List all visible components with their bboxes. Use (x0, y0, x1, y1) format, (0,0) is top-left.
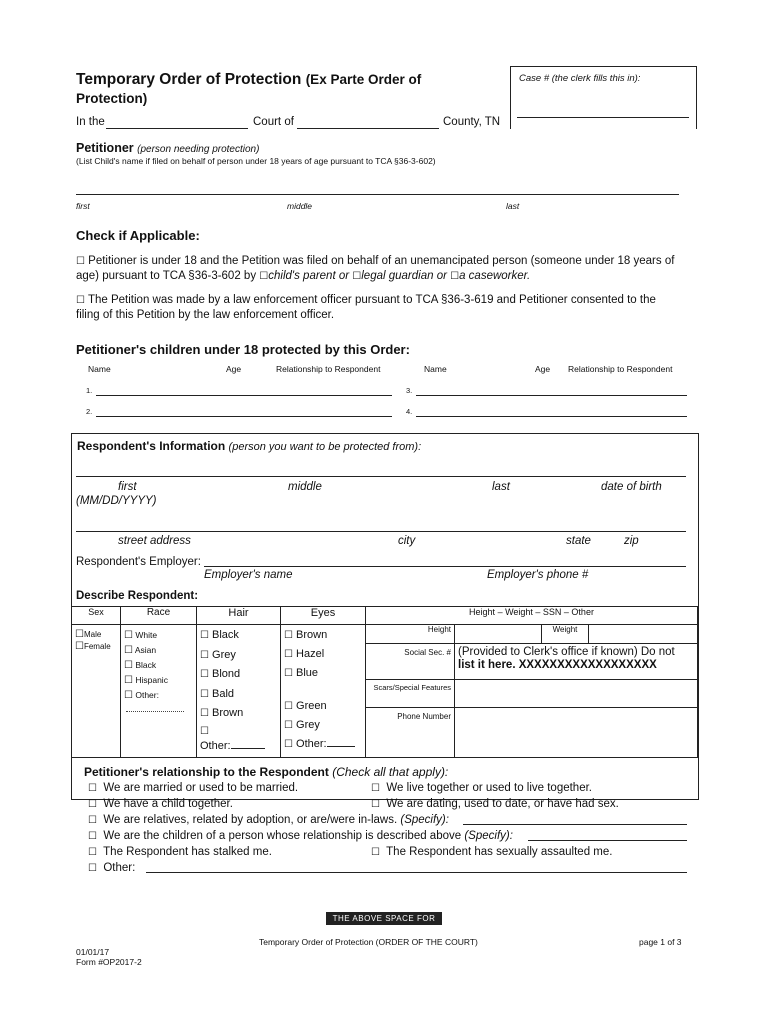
rel-relatives-field[interactable] (463, 824, 687, 825)
petitioner-last-label: last (506, 201, 520, 211)
rel-other-field[interactable] (146, 872, 687, 873)
rel-other[interactable]: ☐ Other: (88, 862, 136, 874)
hair-option-black[interactable]: ☐ Black (200, 629, 239, 641)
respondent-first-label: first (118, 481, 137, 493)
phone-field[interactable] (455, 707, 698, 757)
officer-checkbox[interactable]: ☐ (76, 295, 85, 306)
rel-live-together[interactable]: ☐ We live together or used to live together. (371, 782, 592, 794)
race-option-black[interactable]: ☐ Black (124, 660, 157, 671)
eyes-other-field[interactable] (327, 746, 355, 747)
petitioner-middle-label: middle (287, 201, 313, 211)
child-row-3-field[interactable] (416, 395, 687, 396)
clerk-use-badge: THE ABOVE SPACE FOR CLERK USE (326, 912, 442, 925)
rel-stalked[interactable]: ☐ The Respondent has stalked me. (88, 846, 272, 858)
children-col-name-1: Name (88, 364, 111, 374)
eyes-option-grey[interactable]: ☐ Grey (284, 719, 320, 731)
rel-relatives[interactable]: ☐ We are relatives, related by adoption, or are/were in-laws. (Specify): (88, 814, 449, 826)
sex-option-female[interactable]: ☐Female (75, 641, 111, 652)
height-field[interactable] (455, 625, 542, 643)
describe-respondent-table (71, 606, 698, 758)
footer-date: 01/01/17 (76, 947, 110, 957)
scars-field[interactable] (455, 679, 698, 707)
hair-option-grey[interactable]: ☐ Grey (200, 648, 236, 661)
child-row-1-number: 1. (86, 386, 93, 395)
county-name-field[interactable] (297, 128, 439, 129)
other-subtable (366, 625, 697, 757)
race-other-field[interactable] (126, 711, 184, 712)
describe-body-row (72, 625, 698, 758)
rel-married[interactable]: ☐ We are married or used to be married. (88, 782, 299, 794)
hair-other-field[interactable] (231, 748, 265, 749)
check-applicable-heading: Check if Applicable: (76, 228, 200, 243)
respondent-middle-label: middle (288, 481, 322, 493)
other-cell (366, 625, 698, 758)
respondent-dob-label: date of birth (601, 481, 662, 493)
height-label: Height (366, 625, 455, 643)
petitioner-instruction: (List Child's name if filed on behalf of person under 18 years of age pursuant to TCA §36-3-602) (76, 156, 436, 166)
guardian-checkbox[interactable]: ☐ (352, 271, 362, 282)
phone-label: Phone Number (366, 707, 455, 757)
eyes-option-other[interactable]: ☐ Other: (284, 735, 362, 754)
children-col-age-1: Age (226, 364, 242, 374)
children-col-rel-2: Relationship to Respondent (568, 364, 673, 374)
in-the-label: In the (76, 116, 105, 128)
footer-form-number: Form #OP2017-2 (76, 957, 142, 967)
minor-checkbox[interactable]: ☐ (76, 256, 85, 267)
court-name-field[interactable] (106, 128, 248, 129)
case-number-label: Case # (the clerk fills this in): (519, 73, 641, 84)
employer-name-label: Employer's name (204, 569, 293, 581)
county-label: County, TN (443, 116, 501, 128)
eyes-cell (281, 625, 366, 758)
relationship-heading: Petitioner's relationship to the Respondent (Check all that apply): (84, 765, 449, 779)
petitioner-heading: Petitioner (person needing protection) (76, 141, 260, 155)
rel-assaulted[interactable]: ☐ The Respondent has sexually assaulted me. (371, 846, 613, 858)
title-line2: Protection) (76, 91, 148, 106)
hair-option-blond[interactable]: ☐ Blond (200, 668, 241, 680)
child-row-4-field[interactable] (416, 416, 687, 417)
respondent-name-field[interactable] (76, 476, 686, 477)
title-paren: (Ex Parte Order of (305, 72, 422, 87)
respondent-heading: Respondent's Information (person you want to be protected from): (77, 439, 422, 453)
weight-label: Weight (542, 625, 589, 643)
respondent-last-label: last (492, 481, 510, 493)
applicable-minor-item: ☐ Petitioner is under 18 and the Petition was filed on behalf of an unemancipated person (someone under 18 years of age) pursuant to TCA §36-3-602 by ☐child's parent or ☐legal guardian or ☐a caseworker. (76, 255, 675, 282)
scars-label: Scars/Special Features (366, 679, 455, 707)
petitioner-name-field[interactable] (76, 194, 679, 195)
eyes-option-hazel[interactable]: ☐ Hazel (284, 648, 325, 660)
respondent-dob-format: (MM/DD/YYYY) (76, 495, 157, 507)
child-row-3-number: 3. (406, 386, 413, 395)
eyes-option-green[interactable]: ☐ Green (284, 700, 327, 712)
case-number-box (510, 66, 697, 129)
hair-option-bald[interactable]: ☐ Bald (200, 687, 235, 700)
respondent-employer-field[interactable] (204, 566, 686, 567)
hair-option-blank[interactable]: ☐ (200, 725, 209, 737)
header-eyes: Eyes (281, 607, 366, 625)
hair-cell (197, 625, 281, 758)
respondent-address-field[interactable] (76, 531, 686, 532)
sex-option-male[interactable]: ☐Male (75, 629, 102, 640)
children-heading: Petitioner's children under 18 protected by this Order: (76, 342, 410, 357)
child-row-2-field[interactable] (96, 416, 392, 417)
rel-children-of[interactable]: ☐ We are the children of a person whose relationship is described above (Specify): (88, 830, 513, 842)
respondent-state-label: state (566, 535, 591, 547)
hair-option-brown[interactable]: ☐ Brown (200, 707, 244, 719)
rel-dating[interactable]: ☐ We are dating, used to date, or have had sex. (371, 798, 619, 810)
case-number-field[interactable] (517, 117, 689, 118)
header-hair: Hair (197, 607, 281, 625)
caseworker-checkbox[interactable]: ☐ (450, 271, 460, 282)
header-other: Height – Weight – SSN – Other (366, 607, 698, 625)
child-row-2-number: 2. (86, 407, 93, 416)
race-option-hispanic[interactable]: ☐ Hispanic (124, 675, 168, 686)
employer-phone-label: Employer's phone # (487, 569, 589, 581)
respondent-employer-label: Respondent's Employer: (76, 556, 201, 568)
race-cell (121, 625, 197, 758)
children-col-rel-1: Relationship to Respondent (276, 364, 381, 374)
child-row-1-field[interactable] (96, 395, 392, 396)
hair-option-other[interactable]: Other: (200, 739, 277, 753)
rel-children-of-field[interactable] (528, 840, 687, 841)
rel-child-together[interactable]: ☐ We have a child together. (88, 798, 233, 810)
page-title (76, 70, 496, 108)
respondent-city-label: city (398, 535, 416, 547)
header-race: Race (121, 607, 197, 625)
children-col-age-2: Age (535, 364, 551, 374)
title-main: Temporary Order of Protection (76, 71, 302, 88)
ssn-field[interactable]: (Provided to Clerk's office if known) Do not list it here. XXXXXXXXXXXXXXXXXX (455, 643, 698, 679)
respondent-street-label: street address (118, 535, 191, 547)
race-option-white[interactable]: ☐ White (124, 630, 158, 641)
parent-checkbox[interactable]: ☐ (259, 271, 269, 282)
child-row-4-number: 4. (406, 407, 413, 416)
describe-header-row (72, 607, 698, 625)
weight-field[interactable] (589, 625, 698, 643)
sex-cell (72, 625, 121, 758)
footer-page-number: page 1 of 3 (639, 937, 682, 947)
eyes-option-brown[interactable]: ☐ Brown (284, 629, 328, 641)
children-col-name-2: Name (424, 364, 447, 374)
court-of-label: Court of (253, 116, 294, 128)
header-sex: Sex (72, 607, 121, 625)
respondent-zip-label: zip (624, 535, 639, 547)
eyes-option-blue[interactable]: ☐ Blue (284, 667, 319, 679)
race-option-other[interactable]: ☐ Other: (124, 690, 159, 701)
race-option-asian[interactable]: ☐ Asian (124, 645, 157, 656)
describe-respondent-heading: Describe Respondent: (76, 590, 199, 602)
applicable-officer-item: ☐ The Petition was made by a law enforcement officer pursuant to TCA §36-3-619 and Petitioner consented to the filing of this Petition by the law enforcement officer. (76, 294, 656, 321)
footer-center-text: Temporary Order of Protection (ORDER OF THE COURT) (259, 937, 478, 947)
ssn-label: Social Sec. # (366, 643, 455, 679)
petitioner-first-label: first (76, 201, 90, 211)
